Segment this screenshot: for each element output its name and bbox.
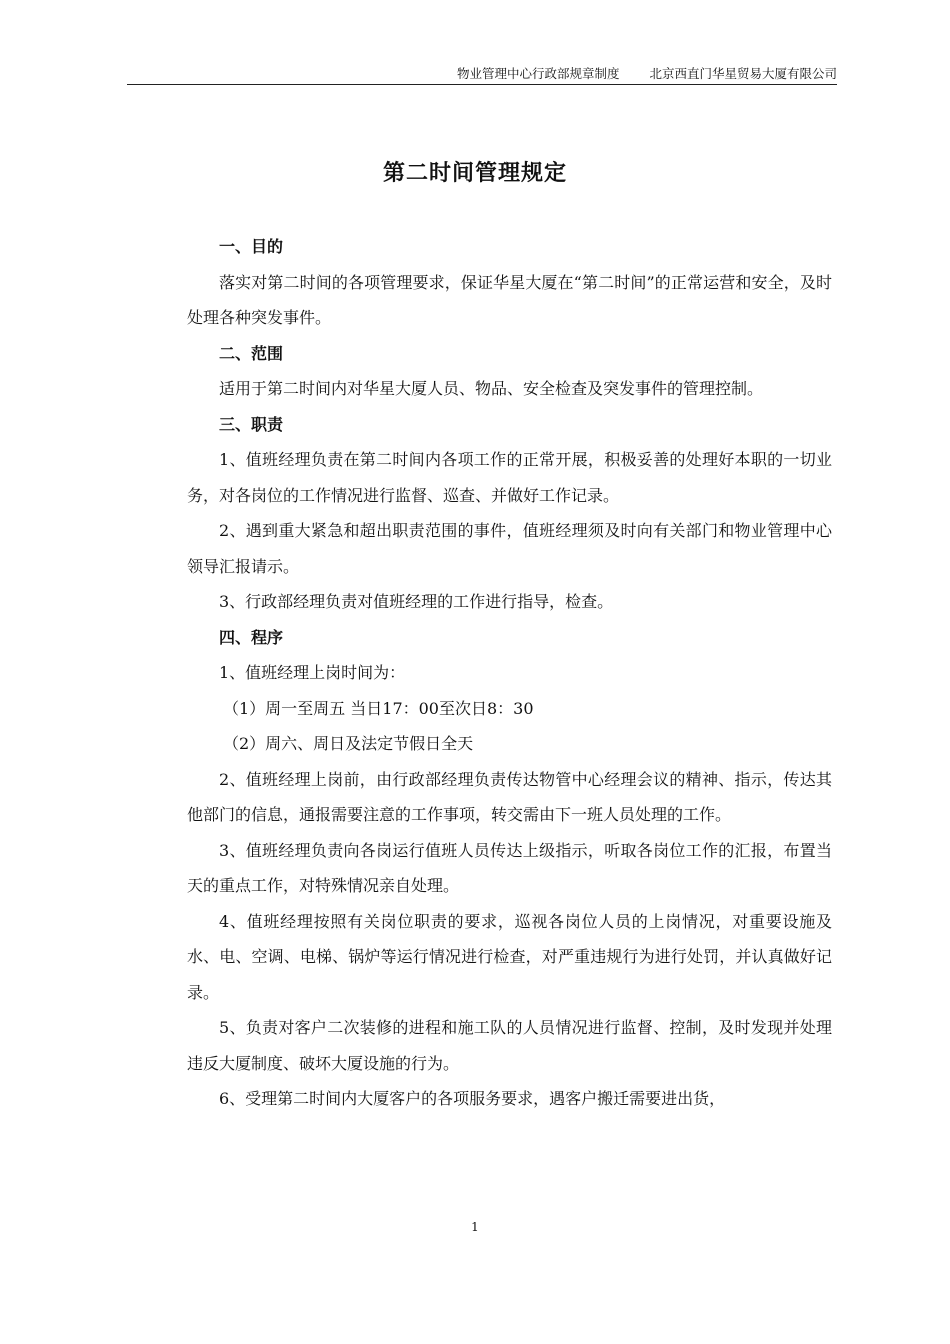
section-heading-duties: 三、职责 [219,414,284,434]
section-heading-scope: 二、范围 [219,343,284,363]
section-heading-purpose: 一、目的 [219,237,284,256]
paragraph: 3、行政部经理负责对值班经理的工作进行指导，检查。 [219,592,614,611]
paragraph: 5、负责对客户二次装修的进程和施工队的人员情况进行监督、控制，及时发现并处理违反大厦制度、破坏大厦设施的行为。 [187,1018,832,1073]
paragraph: 3、值班经理负责向各岗运行值班人员传达上级指示，听取各岗位工作的汇报，布置当天的重点工作，对特殊情况亲自处理。 [187,840,832,895]
paragraph: 6、受理第二时间内大厦客户的各项服务要求，遇客户搬迁需要进出货， [219,1089,726,1108]
document-title: 第二时间管理规定 [382,161,567,186]
page-number: 1 [471,1220,479,1234]
paragraph: 落实对第二时间的各项管理要求，保证华星大厦在“第二时间”的正常运营和安全，及时处理各种突发事件。 [187,272,832,327]
paragraph-sub-item: （2）周六、周日及法定节假日全天 [223,734,474,753]
paragraph: 2、值班经理上岗前，由行政部经理负责传达物管中心经理会议的精神、指示，传达其他部门的信息，通报需要注意的工作事项，转交需由下一班人员处理的工作。 [187,769,832,824]
paragraph: 2、遇到重大紧急和超出职责范围的事件，值班经理须及时向有关部门和物业管理中心领导汇报请示。 [187,521,832,576]
paragraph: 1、值班经理上岗时间为： [219,663,406,682]
paragraph: 适用于第二时间内对华星大厦人员、物品、安全检查及突发事件的管理控制。 [219,379,764,398]
document-body [187,229,832,1117]
paragraph-sub-item: （1）周一至周五 当日17：00至次日8：30 [223,698,534,718]
header-right-text: 北京西直门华星贸易大厦有限公司 [649,66,837,81]
paragraph: 4、值班经理按照有关岗位职责的要求，巡视各岗位人员的上岗情况，对重要设施及水、电、空调、电梯、锅炉等运行情况进行检查，对严重违规行为进行处罚，并认真做好记录。 [187,911,832,1002]
page-header [127,64,837,85]
paragraph: 1、值班经理负责在第二时间内各项工作的正常开展，积极妥善的处理好本职的一切业务，对各岗位的工作情况进行监督、巡查、并做好工作记录。 [187,450,832,505]
header-left-text: 物业管理中心行政部规章制度 [456,66,620,81]
section-heading-procedure: 四、程序 [219,627,284,647]
